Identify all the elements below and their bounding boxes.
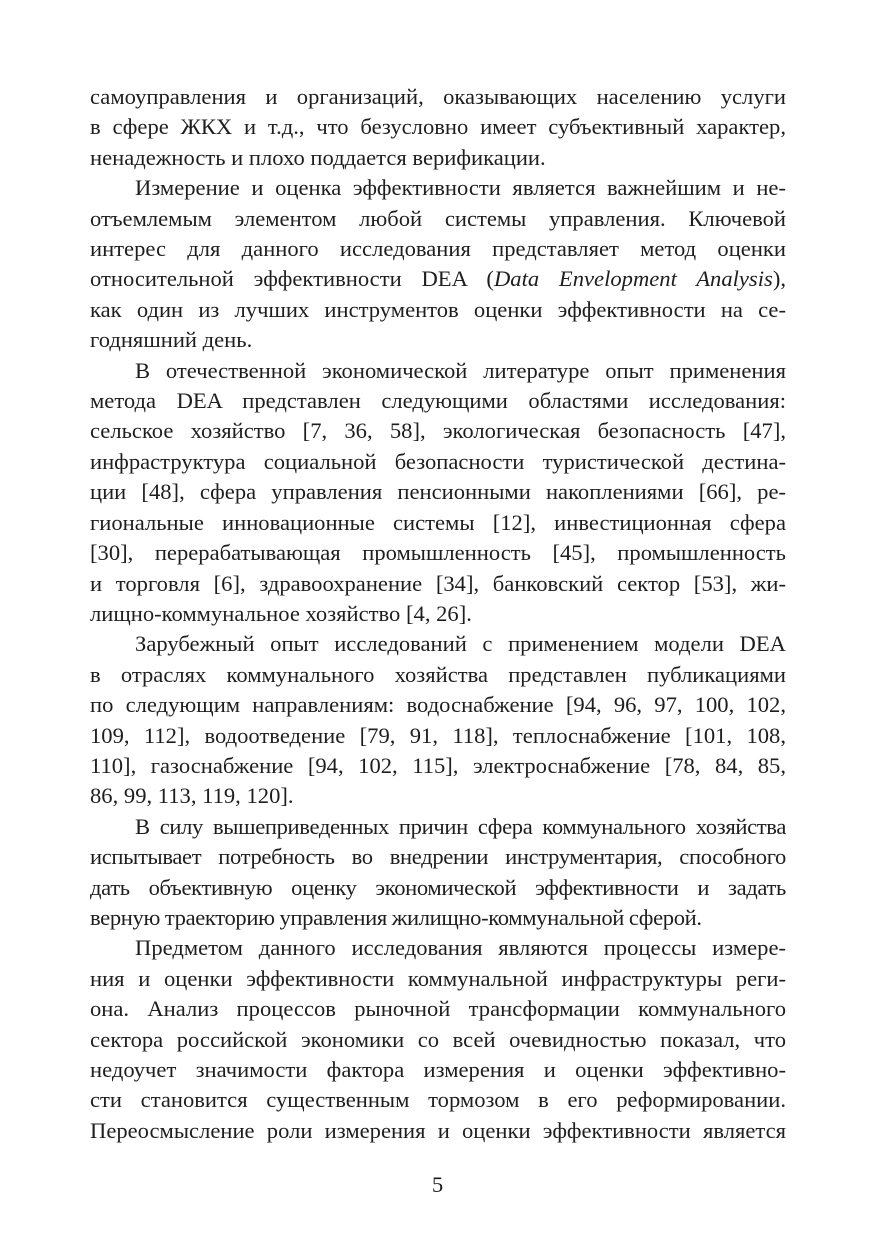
text-line: [30], перерабатывающая промышленность [45], промышленность [90, 540, 786, 566]
text-line: недоучет значимости фактора измерения и оценки эффективно- [90, 1057, 786, 1082]
text-line: сектора российской экономики со всей очевидностью показал, что [90, 1026, 786, 1052]
text-line: Измерение и оценка эффективности является важнейшим и не- [135, 175, 786, 201]
text-line: как один из лучших инструментов оценки эффективности на се- [90, 296, 786, 322]
text-line: В силу вышеприведенных причин сфера коммунального хозяйства [135, 813, 786, 839]
paragraph-domestic-experience [90, 356, 786, 630]
text-line: дать объективную оценку экономической эффективности и задать [90, 874, 786, 900]
paragraph-continuation [90, 82, 786, 173]
text-line: интерес для данного исследования представляет метод оценки [90, 236, 786, 262]
text-line: испытывает потребность во внедрении инструментария, способного [90, 844, 786, 870]
paragraph-dea-measurement [90, 173, 786, 355]
text-line: 86, 99, 113, 119, 120]. [90, 783, 294, 809]
text-line: ния и оценки эффективности коммунальной инфраструктуры реги- [90, 965, 786, 991]
text-line: Зарубежный опыт исследований с применением модели DEA [135, 631, 786, 657]
text-line: верную траекторию управления жилищно-коммунальной сферой. [90, 904, 702, 930]
text-line: инфраструктура социальной безопасности туристической дестина- [90, 448, 786, 474]
paragraph-need-for-tools [90, 812, 786, 934]
italic-term: Data Envelopment Analysis [493, 266, 773, 292]
text-line: метода DEA представлен следующими областями исследования: [90, 388, 786, 414]
text-line: сельское хозяйство [7, 36, 58], экологическая безопасность [47], [90, 418, 786, 444]
text-fragment: ), [772, 266, 786, 292]
text-line: в сфере ЖКХ и т.д., что безусловно имеет субъективный характер, [90, 114, 786, 140]
text-line: годняшний день. [90, 327, 253, 353]
text-line: и торговля [6], здравоохранение [34], банковский сектор [53], жи- [90, 570, 786, 596]
text-line: лищно-коммунальное хозяйство [4, 26]. [90, 600, 472, 626]
text-line: В отечественной экономической литературе опыт применения [135, 357, 786, 383]
text-line: 110], газоснабжение [94, 102, 115], электроснабжение [78, 84, 85, [90, 752, 786, 778]
text-line: сти становится существенным тормозом в его реформировании. [90, 1087, 786, 1113]
text-line: Переосмысление роли измерения и оценки эффективности является [90, 1117, 786, 1143]
paragraph-research-subject [90, 933, 786, 1146]
text-fragment: относительной эффективности DEA ( [90, 266, 494, 292]
text-line: 109, 112], водоотведение [79, 91, 118], теплоснабжение [101, 108, [90, 722, 786, 748]
page-number: 5 [431, 1172, 444, 1197]
text-line: Предметом данного исследования являются процессы измере- [135, 935, 786, 961]
paragraph-foreign-experience [90, 629, 786, 811]
text-line: отъемлемым элементом любой системы управления. Ключевой [90, 205, 786, 231]
text-line: она. Анализ процессов рыночной трансформации коммунального [90, 996, 786, 1022]
text-line: гиональные инновационные системы [12], инвестиционная сфера [90, 509, 786, 535]
body-text [90, 82, 786, 1146]
text-line [90, 264, 786, 294]
text-line: самоуправления и организаций, оказывающих населению услуги [90, 84, 786, 109]
text-line: ненадежность и плохо поддается верификации. [90, 144, 546, 170]
text-line: ции [48], сфера управления пенсионными накоплениями [66], ре- [90, 479, 786, 505]
text-line: по следующим направлениям: водоснабжение [94, 96, 97, 100, 102, [90, 692, 786, 718]
text-line: в отраслях коммунального хозяйства представлен публикациями [90, 661, 786, 687]
